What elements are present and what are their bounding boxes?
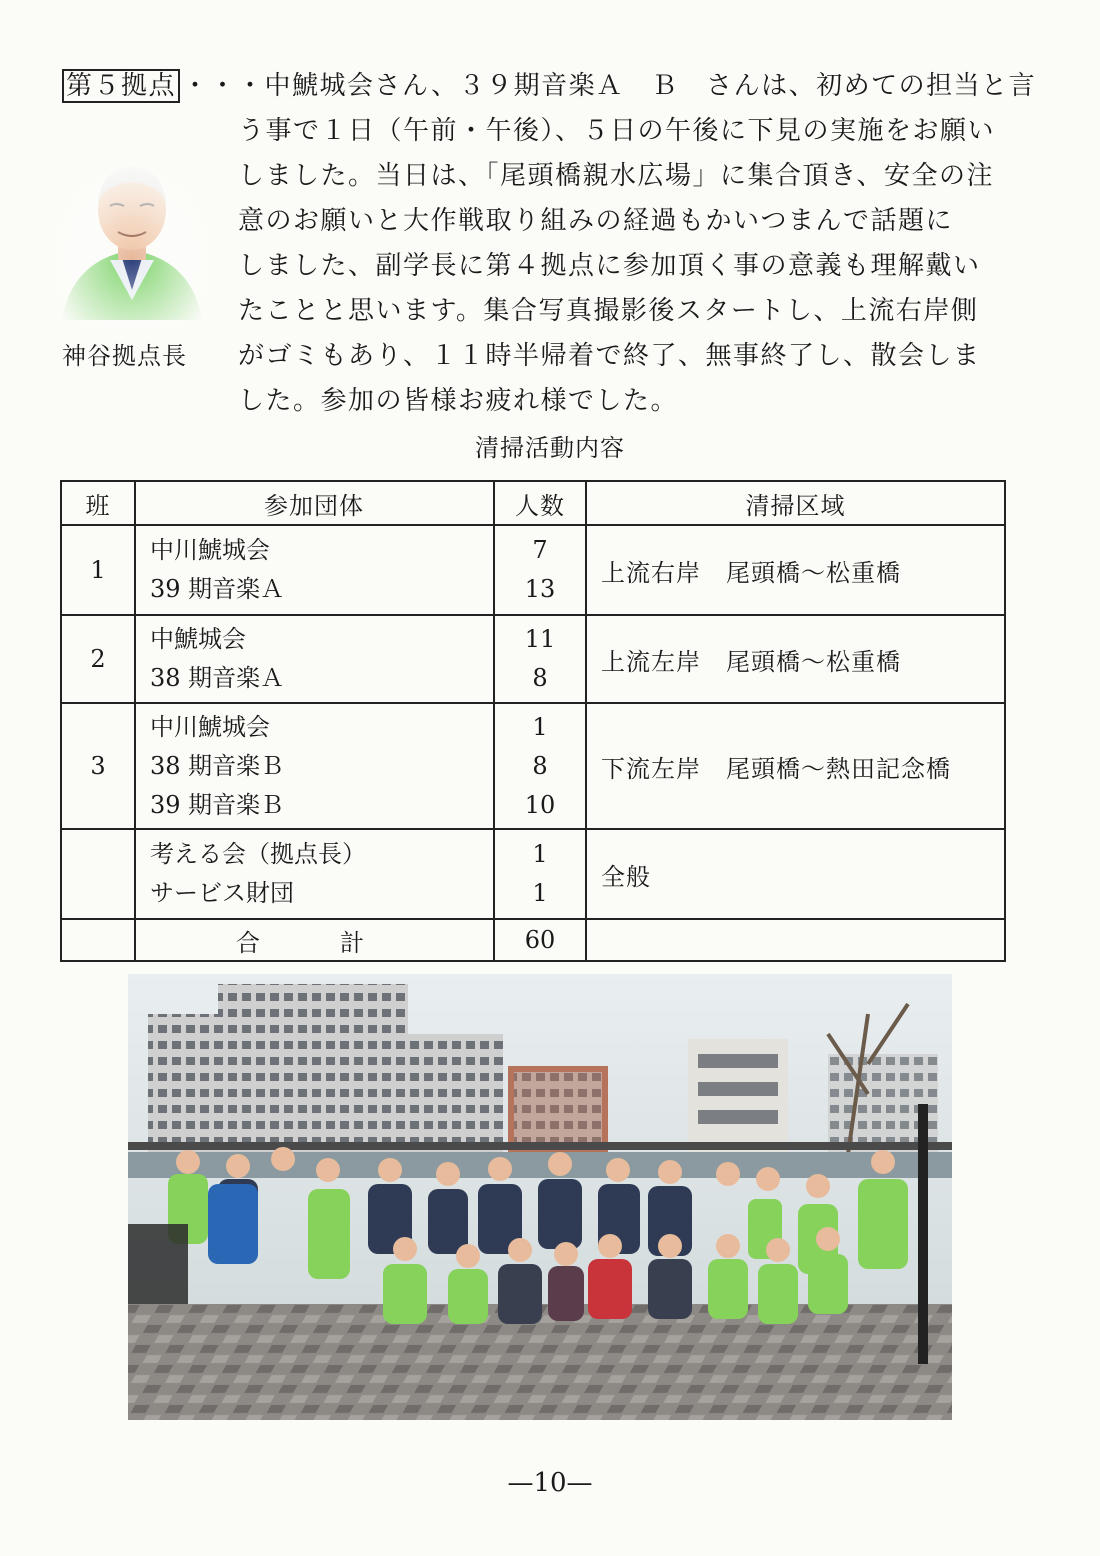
row-area: 全般 xyxy=(586,829,1005,919)
row-counts xyxy=(494,525,586,615)
section-label: 第５拠点 xyxy=(62,69,180,103)
count-value: 1 xyxy=(532,840,548,868)
header-no: 班 xyxy=(61,481,135,525)
portrait-caption: 神谷拠点長 xyxy=(62,342,187,370)
cleanup-table xyxy=(60,480,1006,962)
table-row xyxy=(61,525,1005,615)
row-area: 上流右岸 尾頭橋～松重橋 xyxy=(586,525,1005,615)
row-no: 3 xyxy=(61,703,135,829)
portrait-photo xyxy=(52,150,212,330)
row-area: 下流左岸 尾頭橋～熱田記念橋 xyxy=(586,703,1005,829)
intro-line-7: した。参加の皆様お疲れ様でした。 xyxy=(238,386,679,416)
count-value: 11 xyxy=(524,625,556,653)
count-value: 8 xyxy=(532,751,548,780)
intro-line-2: しました。当日は、「尾頭橋親水広場」に集合頂き、安全の注 xyxy=(238,161,994,191)
table-total-row xyxy=(61,919,1005,961)
portrait-illustration xyxy=(52,150,212,330)
row-area: 上流左岸 尾頭橋～松重橋 xyxy=(586,615,1005,703)
count-value: 1 xyxy=(532,712,548,741)
group-photo-illustration xyxy=(128,974,952,1420)
group-name: 考える会（拠点長） xyxy=(150,840,366,868)
group-name: 中鯱城会 xyxy=(150,625,246,653)
header-group: 参加団体 xyxy=(135,481,494,525)
row-no: 1 xyxy=(61,525,135,615)
row-groups xyxy=(135,829,494,919)
row-counts xyxy=(494,703,586,829)
header-count: 人数 xyxy=(494,481,586,525)
row-counts xyxy=(494,829,586,919)
row-no: 2 xyxy=(61,615,135,703)
count-value: 10 xyxy=(524,790,556,819)
group-name: 中川鯱城会 xyxy=(150,712,270,741)
count-value: 7 xyxy=(532,536,548,564)
table-row xyxy=(61,703,1005,829)
row-no xyxy=(61,829,135,919)
group-photo xyxy=(128,974,952,1420)
intro-first-line xyxy=(62,64,1037,109)
intro-line-6: がゴミもあり、１１時半帰着で終了、無事終了し、散会しま xyxy=(238,341,981,371)
table-row xyxy=(61,615,1005,703)
row-counts xyxy=(494,615,586,703)
row-groups xyxy=(135,525,494,615)
intro-line-5: たことと思います。集合写真撮影後スタートし、上流右岸側 xyxy=(238,296,979,326)
intro-line-1: う事で１日（午前・午後）、５日の午後に下見の実施をお願い xyxy=(238,116,996,146)
row-groups xyxy=(135,615,494,703)
intro-rest xyxy=(238,109,1012,424)
lead-dots: ・・・ xyxy=(182,71,265,101)
total-empty-cell xyxy=(61,919,135,961)
total-label: 合 計 xyxy=(135,919,494,961)
intro-line-3: 意のお願いと大作戦取り組みの経過もかいつまんで話題に xyxy=(238,206,954,236)
count-value: 8 xyxy=(532,664,548,692)
table-row xyxy=(61,829,1005,919)
total-empty-area xyxy=(586,919,1005,961)
count-value: 1 xyxy=(532,879,548,907)
group-name: 38 期音楽Ａ xyxy=(150,664,285,692)
header-area: 清掃区域 xyxy=(586,481,1005,525)
intro-line-4: しました、副学長に第４拠点に参加頂く事の意義も理解戴い xyxy=(238,251,981,281)
count-value: 13 xyxy=(524,575,556,603)
table-header-row xyxy=(61,481,1005,525)
table-title: 清掃活動内容 xyxy=(475,434,625,462)
group-name: 39 期音楽Ａ xyxy=(150,575,285,603)
page-number: —10— xyxy=(507,1468,593,1498)
group-name: 39 期音楽Ｂ xyxy=(150,790,285,819)
group-name: 中川鯱城会 xyxy=(150,536,270,564)
group-name: サービス財団 xyxy=(150,879,294,907)
group-name: 38 期音楽Ｂ xyxy=(150,751,285,780)
row-groups xyxy=(135,703,494,829)
intro-line-0: 中鯱城会さん、３９期音楽Ａ Ｂ さんは、初めての担当と言 xyxy=(264,71,1037,101)
total-value: 60 xyxy=(494,919,586,961)
